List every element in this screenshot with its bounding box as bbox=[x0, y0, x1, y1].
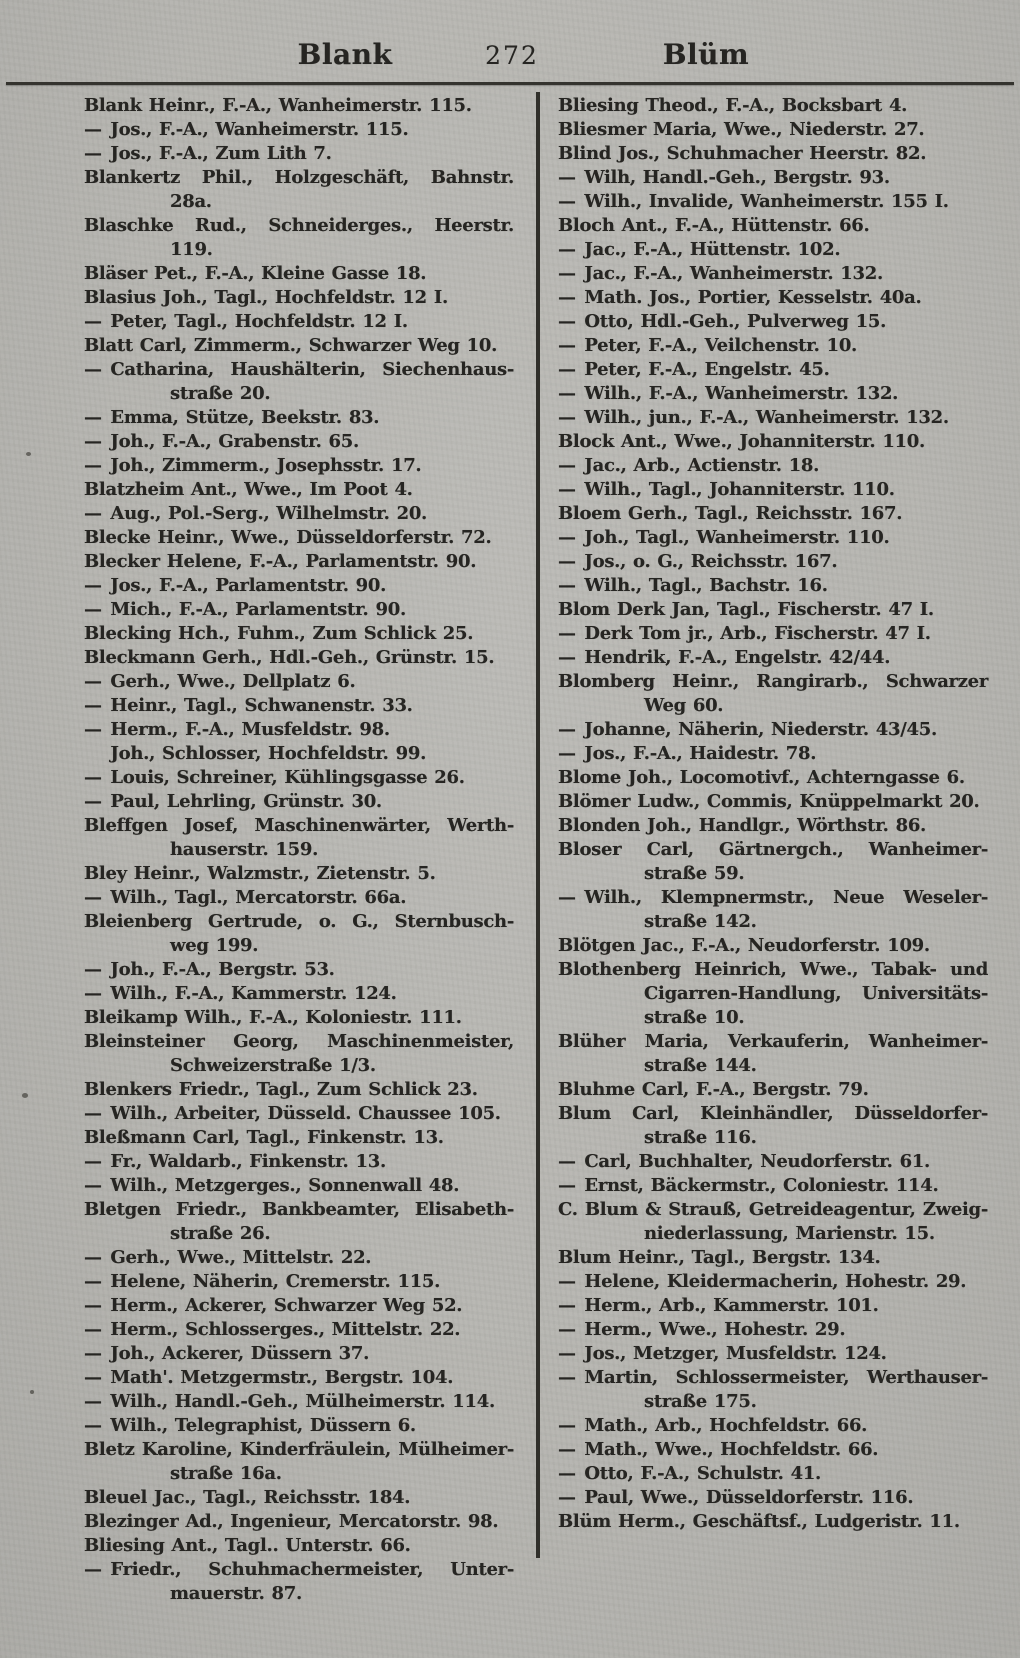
directory-entry: — Math'. Metzgermstr., Bergstr. 104. bbox=[84, 1367, 454, 1388]
directory-entry: — Joh., Tagl., Wanheimerstr. 110. bbox=[558, 527, 890, 548]
directory-entry: — Jac., Arb., Actienstr. 18. bbox=[558, 455, 820, 476]
directory-entry: — Otto, Hdl.-Geh., Pulverweg 15. bbox=[558, 311, 887, 332]
paper-speck bbox=[26, 452, 31, 456]
directory-entry: — Aug., Pol.-Serg., Wilhelmstr. 20. bbox=[84, 503, 428, 524]
directory-entry: — Jos., F.-A., Parlamentstr. 90. bbox=[84, 575, 387, 596]
directory-entry: — Carl, Buchhalter, Neudorferstr. 61. bbox=[558, 1151, 931, 1172]
directory-entry: — Emma, Stütze, Beekstr. 83. bbox=[84, 407, 380, 428]
directory-entry: Bloem Gerh., Tagl., Reichsstr. 167. bbox=[558, 503, 903, 524]
directory-entry: Blonden Joh., Handlgr., Wörthstr. 86. bbox=[558, 815, 927, 836]
directory-entry: Bläser Pet., F.-A., Kleine Gasse 18. bbox=[84, 263, 427, 284]
directory-entry: — Wilh., Arbeiter, Düsseld. Chaussee 105. bbox=[84, 1103, 501, 1124]
directory-entry: Bleuel Jac., Tagl., Reichsstr. 184. bbox=[84, 1487, 411, 1508]
directory-entry: — Math., Wwe., Hochfeldstr. 66. bbox=[558, 1439, 879, 1460]
directory-entry: — Helene, Kleidermacherin, Hohestr. 29. bbox=[558, 1271, 967, 1292]
directory-entry: — Fr., Waldarb., Finkenstr. 13. bbox=[84, 1151, 386, 1172]
directory-entry: Blüm Herm., Geschäftsf., Ludgeristr. 11. bbox=[558, 1511, 960, 1532]
right-column bbox=[558, 94, 988, 1534]
directory-entry: Blome Joh., Locomotivf., Achterngasse 6. bbox=[558, 767, 965, 788]
directory-entry: — Ernst, Bäckermstr., Coloniestr. 114. bbox=[558, 1175, 939, 1196]
directory-entry: Bleienberg Gertrude, o. G., Sternbusch-weg 199. bbox=[84, 911, 514, 956]
directory-entry: — Wilh., Tagl., Mercatorstr. 66a. bbox=[84, 887, 407, 908]
directory-entry: — Jac., F.-A., Hüttenstr. 102. bbox=[558, 239, 841, 260]
directory-entry: Block Ant., Wwe., Johanniterstr. 110. bbox=[558, 431, 925, 452]
directory-entry: Bletz Karoline, Kinderfräulein, Mülheimer-straße 16a. bbox=[84, 1439, 514, 1484]
directory-entry: — Wilh., F.-A., Wanheimerstr. 132. bbox=[558, 383, 899, 404]
directory-entry: — Gerh., Wwe., Mittelstr. 22. bbox=[84, 1247, 372, 1268]
directory-entry: Blankertz Phil., Holzgeschäft, Bahnstr. 28a. bbox=[84, 167, 514, 212]
directory-entry: — Joh., Zimmerm., Josephsstr. 17. bbox=[84, 455, 422, 476]
directory-entry: Bluhme Carl, F.-A., Bergstr. 79. bbox=[558, 1079, 869, 1100]
directory-entry: Joh., Schlosser, Hochfeldstr. 99. bbox=[84, 743, 427, 764]
directory-entry: Blötgen Jac., F.-A., Neudorferstr. 109. bbox=[558, 935, 930, 956]
directory-entry: — Martin, Schlossermeister, Werthauser-straße 175. bbox=[558, 1367, 988, 1412]
directory-entry: — Joh., F.-A., Grabenstr. 65. bbox=[84, 431, 359, 452]
directory-entry: Bliesing Ant., Tagl.. Unterstr. 66. bbox=[84, 1535, 411, 1556]
column-divider bbox=[536, 92, 540, 1558]
directory-entry: Bliesing Theod., F.-A., Bocksbart 4. bbox=[558, 95, 908, 116]
directory-entry: — Herm., F.-A., Musfeldstr. 98. bbox=[84, 719, 390, 740]
directory-entry: Blatzheim Ant., Wwe., Im Poot 4. bbox=[84, 479, 413, 500]
directory-entry: Blom Derk Jan, Tagl., Fischerstr. 47 I. bbox=[558, 599, 934, 620]
directory-entry: — Wilh., Telegraphist, Düssern 6. bbox=[84, 1415, 416, 1436]
directory-entry: — Herm., Ackerer, Schwarzer Weg 52. bbox=[84, 1295, 463, 1316]
directory-entry: Blecker Helene, F.-A., Parlamentstr. 90. bbox=[84, 551, 477, 572]
directory-entry: — Jos., F.-A., Haidestr. 78. bbox=[558, 743, 817, 764]
directory-entry: — Herm., Wwe., Hohestr. 29. bbox=[558, 1319, 846, 1340]
directory-entry: — Peter, Tagl., Hochfeldstr. 12 I. bbox=[84, 311, 408, 332]
directory-entry: Blasius Joh., Tagl., Hochfeldstr. 12 I. bbox=[84, 287, 448, 308]
directory-entry: Blezinger Ad., Ingenieur, Mercatorstr. 98. bbox=[84, 1511, 499, 1532]
directory-entry: Bleffgen Josef, Maschinenwärter, Werth-hauserstr. 159. bbox=[84, 815, 514, 860]
header-rule bbox=[6, 82, 1014, 85]
directory-entry: — Jos., F.-A., Wanheimerstr. 115. bbox=[84, 119, 409, 140]
directory-entry: — Peter, F.-A., Veilchenstr. 10. bbox=[558, 335, 858, 356]
directory-entry: — Wilh., Invalide, Wanheimerstr. 155 I. bbox=[558, 191, 949, 212]
directory-entry: Blothenberg Heinrich, Wwe., Tabak- und Cigarren-Handlung, Universitäts-straße 10. bbox=[558, 959, 988, 1028]
directory-entry: — Joh., F.-A., Bergstr. 53. bbox=[84, 959, 335, 980]
directory-entry: — Jac., F.-A., Wanheimerstr. 132. bbox=[558, 263, 883, 284]
directory-entry: — Catharina, Haushälterin, Siechenhaus-straße 20. bbox=[84, 359, 514, 404]
directory-entry: — Wilh., Tagl., Johanniterstr. 110. bbox=[558, 479, 895, 500]
directory-entry: Bloser Carl, Gärtnergch., Wanheimer-straße 59. bbox=[558, 839, 988, 884]
directory-entry: — Math., Arb., Hochfeldstr. 66. bbox=[558, 1415, 868, 1436]
directory-entry: Blum Carl, Kleinhändler, Düsseldorfer-straße 116. bbox=[558, 1103, 988, 1148]
directory-entry: — Paul, Wwe., Düsseldorferstr. 116. bbox=[558, 1487, 914, 1508]
directory-entry: — Mich., F.-A., Parlamentstr. 90. bbox=[84, 599, 406, 620]
directory-entry: Bleckmann Gerh., Hdl.-Geh., Grünstr. 15. bbox=[84, 647, 495, 668]
directory-entry: — Otto, F.-A., Schulstr. 41. bbox=[558, 1463, 822, 1484]
directory-entry: Bleinsteiner Georg, Maschinenmeister, Schweizerstraße 1/3. bbox=[84, 1031, 514, 1076]
directory-entry: — Paul, Lehrling, Grünstr. 30. bbox=[84, 791, 382, 812]
directory-entry: C. Blum & Strauß, Getreideagentur, Zweig-niederlassung, Marienstr. 15. bbox=[558, 1199, 988, 1244]
directory-entry: Blind Jos., Schuhmacher Heerstr. 82. bbox=[558, 143, 927, 164]
directory-entry: Blaschke Rud., Schneiderges., Heerstr. 119. bbox=[84, 215, 514, 260]
paper-speck bbox=[22, 1093, 28, 1098]
header-left-word: Blank bbox=[297, 38, 393, 71]
directory-entry: — Wilh, Handl.-Geh., Bergstr. 93. bbox=[558, 167, 890, 188]
left-column bbox=[84, 94, 514, 1606]
directory-entry: — Wilh., Tagl., Bachstr. 16. bbox=[558, 575, 828, 596]
directory-entry: — Heinr., Tagl., Schwanenstr. 33. bbox=[84, 695, 413, 716]
directory-entry: — Derk Tom jr., Arb., Fischerstr. 47 I. bbox=[558, 623, 931, 644]
directory-entry: — Math. Jos., Portier, Kesselstr. 40a. bbox=[558, 287, 922, 308]
directory-entry: Blömer Ludw., Commis, Knüppelmarkt 20. bbox=[558, 791, 980, 812]
directory-entry: — Wilh., Metzgerges., Sonnenwall 48. bbox=[84, 1175, 460, 1196]
page-header bbox=[0, 38, 1020, 78]
directory-entry: — Jos., F.-A., Zum Lith 7. bbox=[84, 143, 332, 164]
directory-entry: — Helene, Näherin, Cremerstr. 115. bbox=[84, 1271, 441, 1292]
directory-entry: Blum Heinr., Tagl., Bergstr. 134. bbox=[558, 1247, 881, 1268]
directory-entry: — Wilh., Handl.-Geh., Mülheimerstr. 114. bbox=[84, 1391, 495, 1412]
directory-entry: Blank Heinr., F.-A., Wanheimerstr. 115. bbox=[84, 95, 472, 116]
directory-entry: Bletgen Friedr., Bankbeamter, Elisabeth-straße 26. bbox=[84, 1199, 514, 1244]
directory-entry: — Hendrik, F.-A., Engelstr. 42/44. bbox=[558, 647, 891, 668]
header-right-word: Blüm bbox=[662, 38, 750, 71]
page-number: 272 bbox=[485, 41, 539, 70]
directory-entry: — Herm., Schlosserges., Mittelstr. 22. bbox=[84, 1319, 461, 1340]
paper-speck bbox=[30, 1390, 34, 1394]
directory-entry: — Johanne, Näherin, Niederstr. 43/45. bbox=[558, 719, 937, 740]
directory-entry: Blenkers Friedr., Tagl., Zum Schlick 23. bbox=[84, 1079, 478, 1100]
directory-entry: Blomberg Heinr., Rangirarb., Schwarzer Weg 60. bbox=[558, 671, 988, 716]
directory-entry: — Jos., Metzger, Musfeldstr. 124. bbox=[558, 1343, 887, 1364]
directory-entry: Bloch Ant., F.-A., Hüttenstr. 66. bbox=[558, 215, 870, 236]
directory-entry: Blüher Maria, Verkauferin, Wanheimer-straße 144. bbox=[558, 1031, 988, 1076]
directory-entry: Bley Heinr., Walzmstr., Zietenstr. 5. bbox=[84, 863, 436, 884]
directory-entry: Blatt Carl, Zimmerm., Schwarzer Weg 10. bbox=[84, 335, 498, 356]
directory-entry: Bleikamp Wilh., F.-A., Koloniestr. 111. bbox=[84, 1007, 462, 1028]
directory-entry: Bliesmer Maria, Wwe., Niederstr. 27. bbox=[558, 119, 925, 140]
directory-entry: — Herm., Arb., Kammerstr. 101. bbox=[558, 1295, 879, 1316]
directory-entry: — Jos., o. G., Reichsstr. 167. bbox=[558, 551, 838, 572]
directory-entry: — Louis, Schreiner, Kühlingsgasse 26. bbox=[84, 767, 465, 788]
directory-entry: — Friedr., Schuhmachermeister, Unter-mauerstr. 87. bbox=[84, 1559, 514, 1604]
directory-entry: Blecke Heinr., Wwe., Düsseldorferstr. 72. bbox=[84, 527, 492, 548]
directory-entry: Blecking Hch., Fuhm., Zum Schlick 25. bbox=[84, 623, 474, 644]
directory-entry: — Gerh., Wwe., Dellplatz 6. bbox=[84, 671, 356, 692]
directory-entry: Bleßmann Carl, Tagl., Finkenstr. 13. bbox=[84, 1127, 444, 1148]
directory-entry: — Wilh., jun., F.-A., Wanheimerstr. 132. bbox=[558, 407, 949, 428]
directory-entry: — Wilh., Klempnermstr., Neue Weseler-straße 142. bbox=[558, 887, 988, 932]
directory-entry: — Wilh., F.-A., Kammerstr. 124. bbox=[84, 983, 397, 1004]
directory-entry: — Peter, F.-A., Engelstr. 45. bbox=[558, 359, 830, 380]
directory-entry: — Joh., Ackerer, Düssern 37. bbox=[84, 1343, 370, 1364]
